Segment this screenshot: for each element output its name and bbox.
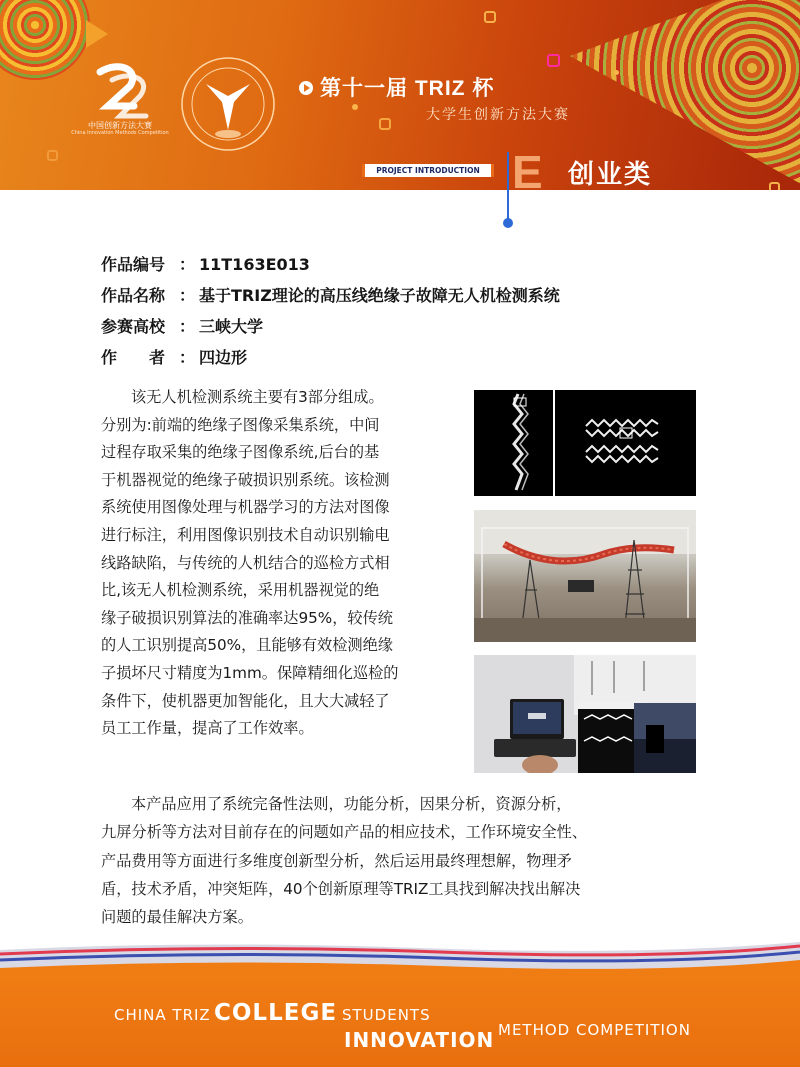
- project-introduction-label: PROJECT INTRODUCTION: [362, 164, 494, 177]
- paragraph-line: 问题的最佳解决方案。: [101, 908, 253, 927]
- monitoring-screen-photo: [474, 655, 696, 773]
- category-label: 创业类: [568, 160, 653, 190]
- footer-method-competition: METHOD COMPETITION: [498, 1021, 691, 1039]
- info-value: 11T163E013: [199, 255, 310, 274]
- decorative-dot: [352, 104, 358, 110]
- info-row-school: [101, 314, 560, 345]
- info-colon: ：: [179, 255, 196, 274]
- paragraph-line: 分别为:前端的绝缘子图像采集系统，中间: [101, 415, 380, 434]
- decorative-triangle: [86, 20, 108, 48]
- footer-students: STUDENTS: [342, 1006, 431, 1024]
- insulator-detection-image: [474, 390, 696, 496]
- info-key: 作品编号: [101, 255, 166, 274]
- decorative-square: [484, 11, 496, 23]
- contest-subtitle: 大学生创新方法大赛: [426, 107, 570, 123]
- info-row-id: [101, 252, 560, 283]
- description-paragraph-1: [101, 384, 461, 743]
- decorative-square: [547, 54, 560, 67]
- info-row-name: [101, 283, 560, 314]
- decorative-dot: [614, 70, 619, 75]
- paragraph-line: 本产品应用了系统完备性法则，功能分析，因果分析，资源分析，: [131, 795, 572, 813]
- paragraph-line: 员工工作量，提高了工作效率。: [101, 719, 314, 738]
- description-paragraph-2: [101, 790, 706, 931]
- paragraph-line: 过程存取采集的绝缘子图像系统,后台的基: [101, 443, 380, 462]
- paragraph-line: 进行标注，利用图像识别技术自动识别输电: [101, 525, 390, 544]
- info-key: 作 者: [101, 348, 166, 367]
- paragraph-line: 九屏分析等方法对目前存在的问题如产品的相应技术，工作环境安全性、: [101, 823, 587, 842]
- paragraph-line: 盾，技术矛盾，冲突矩阵，40个创新原理等TRIZ工具找到解决找出解决: [101, 879, 581, 898]
- header-banner: [0, 0, 800, 190]
- footer-college: COLLEGE: [214, 1000, 338, 1026]
- decorative-square: [379, 118, 391, 130]
- decorative-square: [47, 150, 58, 161]
- footer-innovation: INNOVATION: [344, 1028, 495, 1052]
- info-value: 基于TRIZ理论的高压线绝缘子故障无人机检测系统: [199, 286, 560, 305]
- info-row-author: [101, 345, 560, 376]
- decorative-swirl-left: [0, 0, 90, 80]
- play-icon: [299, 81, 313, 95]
- info-key: 参赛高校: [101, 317, 166, 336]
- image-divider: [553, 390, 555, 496]
- category-letter: E: [512, 146, 543, 190]
- paragraph-line: 缘子破损识别算法的准确率达95%，较传统: [101, 608, 393, 627]
- paragraph-line: 的人工识别提高50%，且能够有效检测绝缘: [101, 636, 393, 655]
- project-info: [101, 252, 560, 376]
- contest-title: 第十一届 TRIZ 杯: [320, 77, 495, 100]
- paragraph-line: 子损坏尺寸精度为1mm。保障精细化巡检的: [101, 663, 399, 682]
- info-value: 四边形: [199, 348, 248, 367]
- accent-line: [507, 152, 509, 220]
- info-colon: ：: [179, 348, 196, 367]
- model-setup-photo: [474, 510, 696, 642]
- accent-dot: [503, 218, 513, 228]
- paragraph-line: 线路缺陷，与传统的人机结合的巡检方式相: [101, 553, 390, 572]
- info-colon: ：: [179, 286, 196, 305]
- decorative-square: [769, 182, 780, 190]
- info-colon: ：: [179, 317, 196, 336]
- org-logo-subtext: China Innovation Methods Competition: [71, 130, 169, 136]
- footer-china-triz: CHINA TRIZ: [114, 1006, 211, 1024]
- paragraph-line: 产品费用等方面进行多维度创新型分析，然后运用最终理想解，物理矛: [101, 851, 572, 870]
- info-value: 三峡大学: [199, 317, 264, 336]
- info-key: 作品名称: [101, 286, 166, 305]
- paragraph-line: 于机器视觉的绝缘子破损识别系统。该检测: [101, 470, 390, 489]
- paragraph-line: 系统使用图像处理与机器学习的方法对图像: [101, 498, 390, 517]
- paragraph-line: 条件下，使机器更加智能化，且大大减轻了: [101, 691, 390, 710]
- paragraph-line: 该无人机检测系统主要有3部分组成。: [131, 388, 384, 406]
- competition-emblem-icon: [178, 54, 278, 154]
- org-logo-text: 中国创新方法大赛: [88, 121, 152, 130]
- paragraph-line: 比,该无人机检测系统，采用机器视觉的绝: [101, 581, 380, 600]
